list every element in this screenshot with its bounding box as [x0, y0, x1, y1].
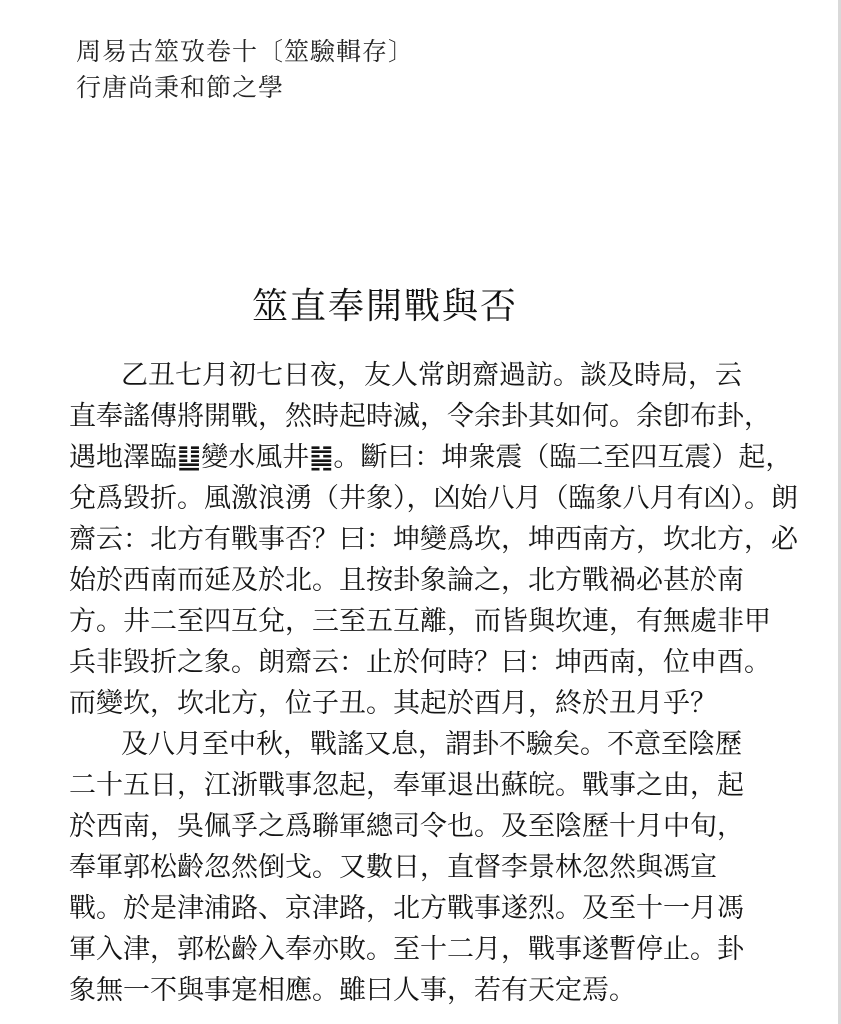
text-line: 兌爲毀折。風激浪湧（井象），凶始八月（臨象八月有凶）。朗 [69, 483, 798, 514]
header-book-title: 周易古筮攷卷十〔筮驗輯存〕 [76, 37, 415, 66]
running-header [76, 34, 414, 106]
text-line: 方。井二至四互兌，三至五互離，而皆與坎連，有無處非甲 [69, 606, 771, 637]
text-line: 兵非毀折之象。朗齋云：止於何時？曰：坤西南，位申酉。 [69, 647, 771, 678]
text-line: 戰。於是津浦路、京津路，北方戰事遂烈。及至十一月馮 [69, 893, 744, 924]
text-line: 始於西南而延及於北。且按卦象論之，北方戰禍必甚於南 [69, 565, 744, 596]
text-line: 及八月至中秋，戰謠又息，謂卦不驗矣。不意至陰歷 [121, 729, 742, 760]
text-line: 奉軍郭松齡忽然倒戈。又數日，直督李景林忽然與馮宣 [69, 852, 717, 883]
header-author: 行唐尚秉和節之學 [76, 73, 285, 102]
text-line: 遇地澤臨䷒變水風井䷯。斷曰：坤衆震（臨二至四互震）起， [69, 442, 793, 473]
text-line: 乙丑七月初七日夜，友人常朗齋過訪。談及時局，云 [121, 360, 742, 391]
section-title: 筮直奉開戰與否 [251, 286, 518, 327]
body-text [69, 355, 798, 1011]
text-line: 象無一不與事寔相應。雖曰人事，若有天定焉。 [69, 975, 636, 1006]
text-line: 齋云：北方有戰事否？曰：坤變爲坎，坤西南方，坎北方，必 [69, 524, 798, 555]
text-line: 於西南，吳佩孚之爲聯軍總司令也。及至陰歷十月中旬， [69, 811, 744, 842]
text-line: 軍入津，郭松齡入奉亦敗。至十二月，戰事遂暫停止。卦 [69, 934, 744, 965]
text-line: 而變坎，坎北方，位子丑。其起於酉月，終於丑月乎？ [69, 688, 717, 719]
paragraph [69, 355, 798, 724]
paragraph [69, 724, 744, 1011]
text-line: 二十五日，江浙戰事忽起，奉軍退出蘇皖。戰事之由，起 [69, 770, 744, 801]
text-line: 直奉謠傳將開戰，然時起時滅，令余卦其如何。余卽布卦， [69, 401, 771, 432]
